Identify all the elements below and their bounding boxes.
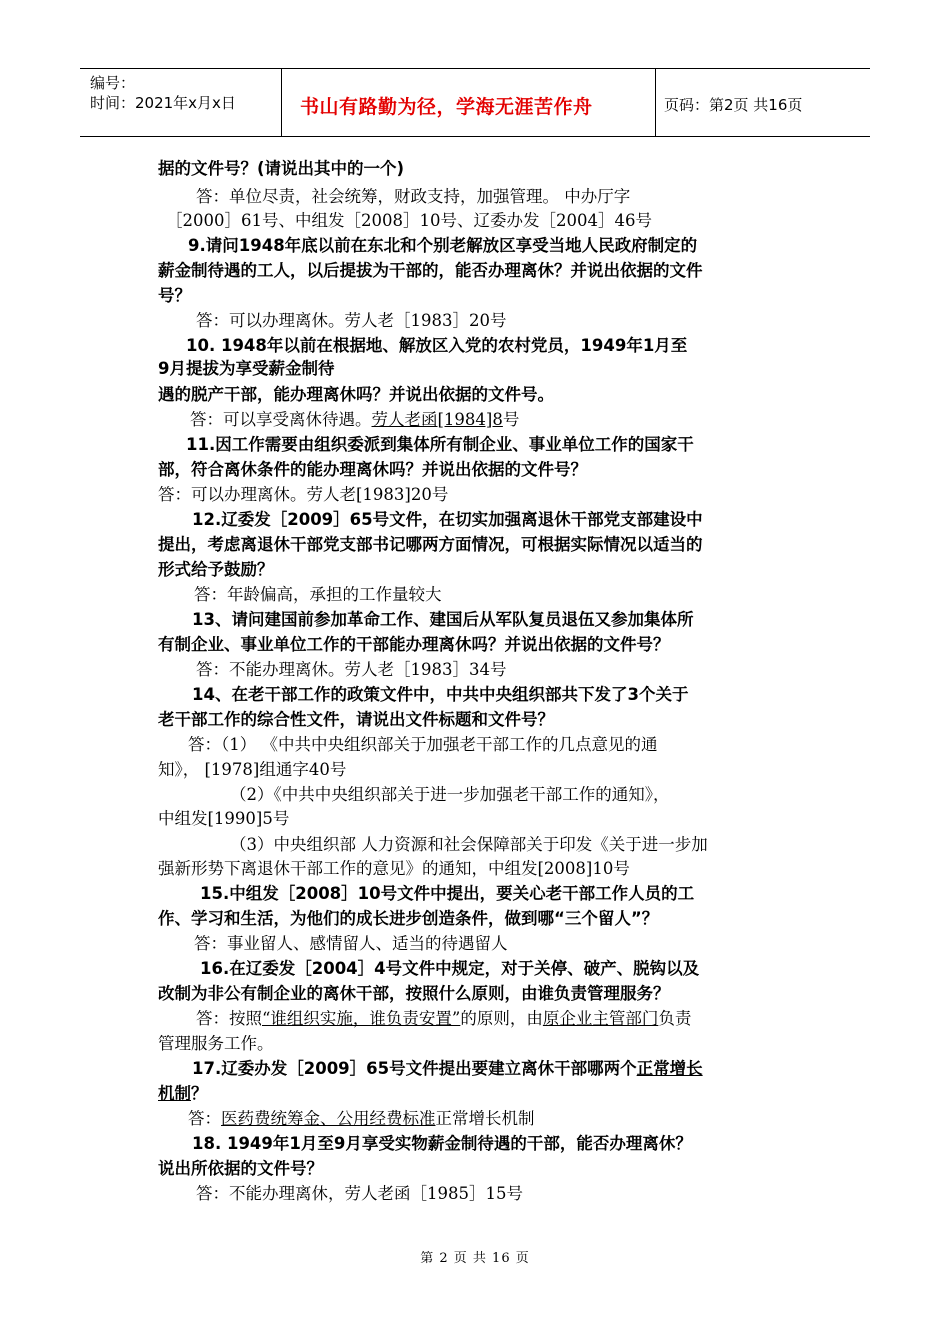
underlined-doc-ref: 劳人老函[1984]8 — [371, 410, 503, 429]
underlined-term: 正常增长 — [636, 1059, 703, 1078]
question-line — [158, 1083, 208, 1105]
question-line: 16.在辽委发［2004］4号文件中规定，对于关停、破产、脱钩以及 — [200, 959, 700, 978]
question-line: 12.辽委发［2009］65号文件，在切实加强离退休干部党支部建设中 — [192, 510, 703, 529]
answer-line: 强新形势下离退休干部工作的意见》的通知，中组发[2008]10号 — [158, 859, 630, 878]
answer-line — [196, 1008, 691, 1030]
answer-line: 答：可以办理离休。劳人老［1983］20号 — [196, 311, 507, 330]
header-divider-right — [655, 69, 656, 136]
question-text: ？ — [191, 1084, 208, 1103]
question-line: 说出所依据的文件号？ — [158, 1159, 323, 1178]
question-line: 有制企业、事业单位工作的干部能办理离休吗？并说出依据的文件号？ — [158, 635, 670, 654]
question-line: 作、学习和生活，为他们的成长进步创造条件，做到哪“三个留人”？ — [158, 909, 659, 928]
question-line: 遇的脱产干部，能办理离休吗？并说出依据的文件号。 — [158, 385, 554, 404]
answer-line: 答：事业留人、感情留人、适当的待遇留人 — [194, 934, 508, 953]
answer-line: （2）《中共中央组织部关于进一步加强老干部工作的通知》， — [230, 785, 670, 804]
underlined-answer: 医药费统筹金、公用经费标准 — [221, 1109, 436, 1128]
answer-line — [190, 409, 519, 431]
question-line: 9.请问1948年底以前在东北和个别老解放区享受当地人民政府制定的 — [188, 236, 698, 255]
answer-text: 答：可以享受离休待遇。 — [190, 410, 372, 429]
question-line — [192, 1058, 703, 1080]
header-top-rule — [80, 68, 870, 69]
answer-line: ［2000］61号、中组发［2008］10号、辽委办发［2004］46号 — [166, 211, 652, 230]
header-motto: 书山有路勤为径，学海无涯苦作舟 — [300, 96, 593, 118]
answer-line: 答：（1） 《中共中央组织部关于加强老干部工作的几点意见的通 — [188, 735, 658, 754]
answer-line: 知》， [1978]组通字40号 — [158, 760, 347, 779]
answer-line: 答：可以办理离休。劳人老[1983]20号 — [158, 485, 449, 504]
question-line: 薪金制待遇的工人，以后提拔为干部的，能否办理离休？并说出依据的文件 — [158, 261, 703, 280]
underlined-term: 机制 — [158, 1084, 191, 1103]
answer-line: 答：不能办理离休。劳人老［1983］34号 — [196, 660, 507, 679]
answer-line: 答：年龄偏高，承担的工作量较大 — [194, 585, 442, 604]
answer-text: 答：按照 — [196, 1009, 262, 1028]
answer-text: 负责 — [658, 1009, 692, 1028]
question-line: 10. 1948年以前在根据地、解放区入党的农村党员，1949年1月至 — [186, 336, 688, 355]
question-line: 9月提拔为享受薪金制待 — [158, 359, 335, 378]
page-info: 页码：第2页 共16页 — [664, 96, 803, 114]
question-line: 15.中组发［2008］10号文件中提出，要关心老干部工作人员的工 — [200, 884, 695, 903]
question-text: 17.辽委办发［2009］65号文件提出要建立离休干部哪两个 — [192, 1059, 637, 1078]
question-line: 13、请问建国前参加革命工作、建国后从军队复员退伍又参加集体所 — [192, 610, 694, 629]
answer-line: 管理服务工作。 — [158, 1034, 274, 1053]
header-bottom-rule — [80, 136, 870, 137]
question-line: 号？ — [158, 286, 191, 305]
answer-line: （3）中央组织部 人力资源和社会保障部关于印发《关于进一步加 — [230, 835, 708, 854]
answer-text: 的原则，由 — [460, 1009, 543, 1028]
underlined-department: 原企业主管部门 — [542, 1009, 659, 1028]
question-line: 14、在老干部工作的政策文件中，中共中央组织部共下发了3个关于 — [192, 685, 689, 704]
underlined-principle: “谁组织实施，谁负责安置” — [262, 1009, 461, 1028]
question-line: 形式给予鼓励？ — [158, 560, 274, 579]
question-line: 18. 1949年1月至9月享受实物薪金制待遇的干部，能否办理离休？ — [192, 1134, 692, 1153]
header-divider-left — [281, 69, 282, 136]
doc-number-label: 编号： — [90, 74, 136, 92]
answer-text: 答： — [188, 1109, 221, 1128]
page-footer: 第 2 页 共 16 页 — [420, 1251, 530, 1266]
answer-line: 答：单位尽责，社会统筹，财政支持，加强管理。 中办厅字 — [196, 187, 631, 206]
question-line: 11.因工作需要由组织委派到集体所有制企业、事业单位工作的国家干 — [186, 435, 694, 454]
time-label: 时间：2021年x月x日 — [90, 94, 236, 112]
answer-line — [188, 1108, 535, 1130]
answer-text: 正常增长机制 — [435, 1109, 535, 1128]
question-line: 部，符合离休条件的能办理离休吗？并说出依据的文件号？ — [158, 460, 587, 479]
answer-text: 号 — [502, 410, 520, 429]
answer-line: 中组发[1990]5号 — [158, 809, 290, 828]
question-line: 改制为非公有制企业的离休干部，按照什么原则，由谁负责管理服务？ — [158, 984, 670, 1003]
question-line: 老干部工作的综合性文件，请说出文件标题和文件号？ — [158, 710, 554, 729]
answer-line: 答：不能办理离休，劳人老函［1985］15号 — [196, 1184, 523, 1203]
question-line: 据的文件号？(请说出其中的一个) — [158, 159, 405, 178]
question-line: 提出，考虑离退休干部党支部书记哪两方面情况，可根据实际情况以适当的 — [158, 535, 703, 554]
